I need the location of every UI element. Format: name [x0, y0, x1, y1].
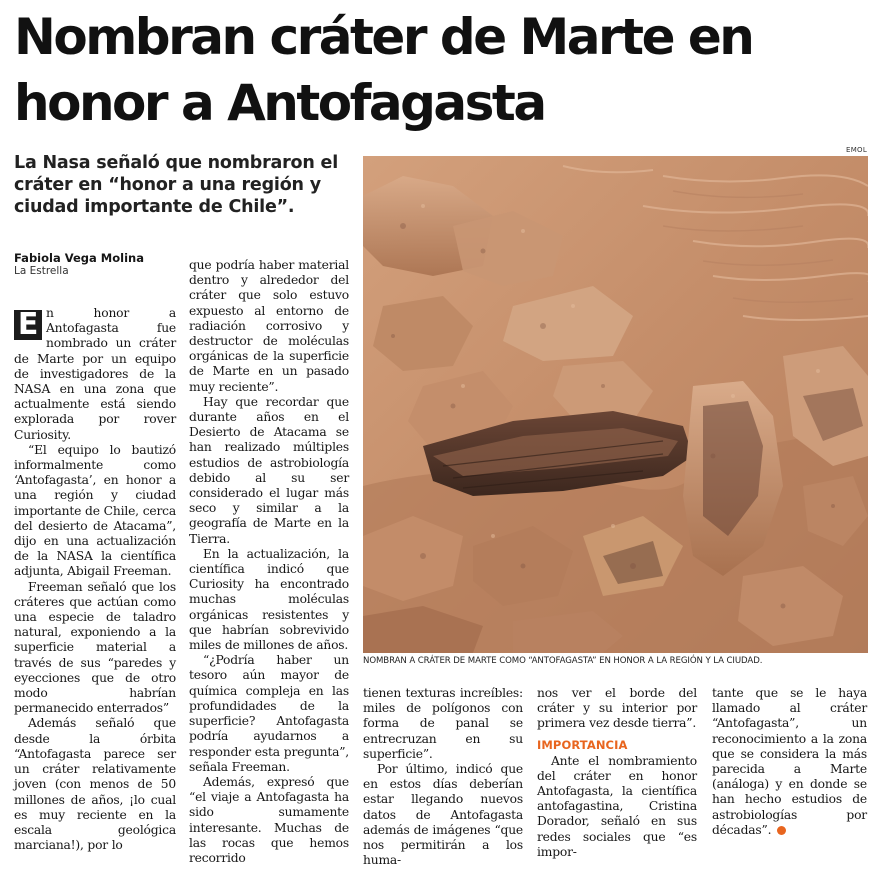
- headline: Nombran cráter de Marte en honor a Antofagasta: [14, 8, 753, 132]
- paragraph: Además señaló que desde la órbita “Antofagasta parece ser un cráter relativamente joven (con menos de 50 millones de años, ¡lo cual es muy reciente en la escala geológica marciana!), por lo: [14, 716, 176, 853]
- paragraph: “¿Podría haber un tesoro aún mayor de química compleja en las profundidades de la superficie? Antofagasta podría ayudarnos a responder esta pregunta”, señala Freeman.: [189, 653, 349, 774]
- article-column-5: [712, 686, 867, 838]
- photo-credit: EMOL: [846, 146, 868, 154]
- paragraph: Freeman señaló que los cráteres que actúan como una especie de taladro natural, exponiendo a la superficie material a través de sus “paredes y eyecciones que de otro modo habrían permanecido enterrados”: [14, 579, 176, 716]
- byline: [14, 251, 144, 278]
- section-subhead: IMPORTANCIA: [537, 737, 628, 752]
- byline-outlet: La Estrella: [14, 265, 69, 277]
- byline-author: Fabiola Vega Molina: [14, 251, 144, 265]
- paragraph: Por último, indicó que en estos días deberían estar llegando nuevos datos de Antofagasta además de imágenes “que nos permitirán a los huma-: [363, 762, 523, 868]
- paragraph: En la actualización, la científica indicó que Curiosity ha encontrado muchas moléculas orgánicas resistentes y que habrían sobrevivido miles de millones de años.: [189, 546, 349, 653]
- end-of-article-icon: [777, 826, 786, 835]
- article-column-2: [189, 258, 349, 866]
- photo-caption: NOMBRAN A CRÁTER DE MARTE COMO “ANTOFAGASTA” EN HONOR A LA REGIÓN Y LA CIUDAD.: [363, 656, 763, 666]
- article-column-4: [537, 686, 697, 860]
- mars-terrain-illustration: [363, 156, 868, 653]
- paragraph: tienen texturas increíbles: miles de polígonos con forma de panal se entrecruzan en su superficie”.: [363, 686, 523, 761]
- paragraph: tante que se le haya llamado al cráter “Antofagasta”, un reconocimiento a la zona que se considera la más parecida a Marte (análoga) y en donde se han hecho estudios de astrobiologías por décadas”.: [712, 686, 867, 837]
- article-column-1: [14, 306, 176, 853]
- deck-subtitle: La Nasa señaló que nombraron el cráter en “honor a una región y ciudad importante de Chile”.: [14, 153, 338, 217]
- paragraph: “El equipo lo bautizó informalmente como ‘Antofagasta’, en honor a una región y ciudad importante de Chile, cerca del desierto de Atacama”, dijo en una actualización de la NASA la científica adjunta, Abigail Freeman.: [14, 442, 176, 579]
- paragraph: que podría haber material dentro y alrededor del cráter que solo estuvo expuesto al entorno de radiación corrosivo y destructor de moléculas orgánicas de la superficie de Marte en un pasado muy reciente”.: [189, 258, 349, 394]
- drop-cap: E: [14, 310, 42, 340]
- article-column-3: [363, 686, 523, 868]
- paragraph: Hay que recordar que durante años en el Desierto de Atacama se han realizado múltiples estudios de astrobiología debido al su ser considerado el lugar más seco y similar a la geografía de Marte en la Tierra.: [189, 394, 349, 546]
- paragraph: nos ver el borde del cráter y su interior por primera vez desde tierra”.: [537, 686, 697, 731]
- paragraph: E n honor a Antofagasta fue nombrado un cráter de Marte por un equipo de investigadores de la NASA en una zona que actualmente está siendo explorada por rover Curiosity.: [14, 306, 176, 442]
- paragraph: Ante el nombramiento del cráter en honor Antofagasta, la científica antofagastina, Cristina Dorador, señaló en sus redes sociales que “es impor-: [537, 753, 697, 859]
- mars-crater-photo: [363, 156, 868, 653]
- paragraph: Además, expresó que “el viaje a Antofagasta ha sido sumamente interesante. Muchas de las rocas que hemos recorrido: [189, 774, 349, 865]
